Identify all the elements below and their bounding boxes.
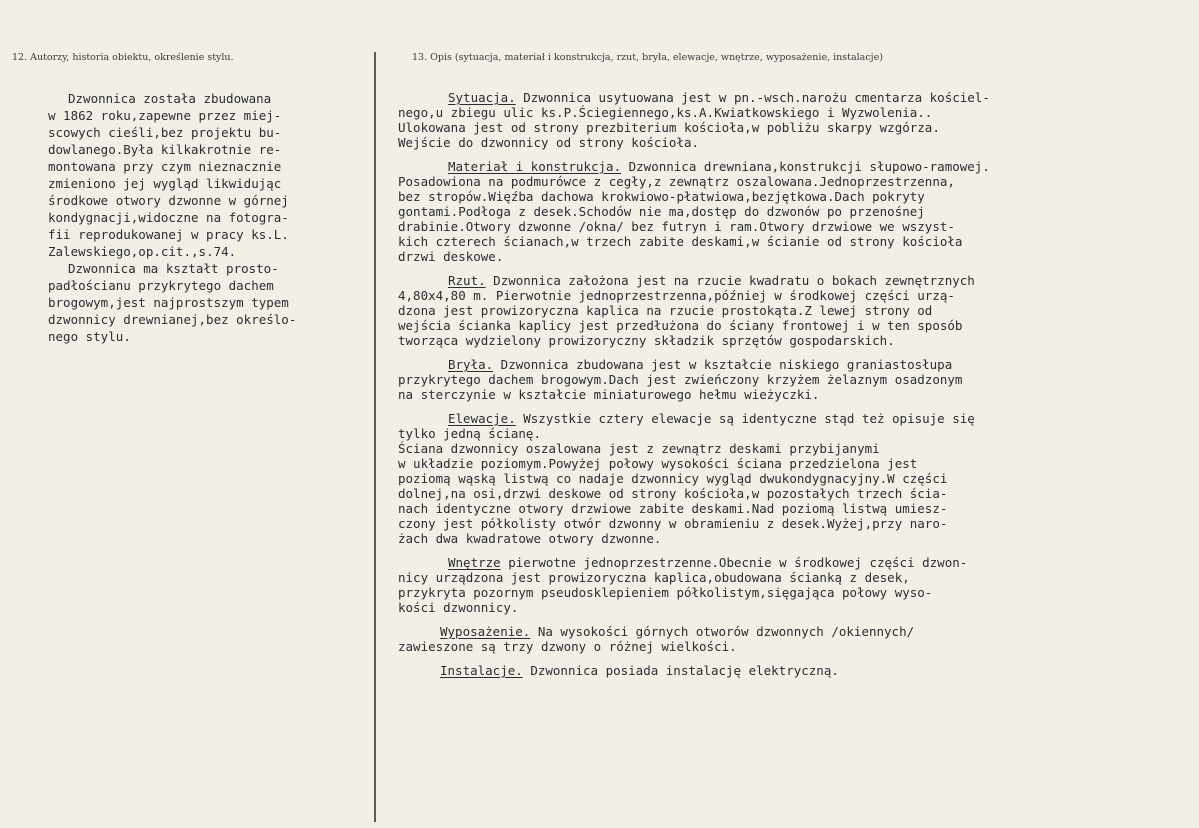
section-line: zawieszone są trzy dzwony o różnej wielkości. xyxy=(398,639,737,654)
history-line: Dzwonnica ma kształt prosto- xyxy=(68,261,279,276)
section-sytuacja xyxy=(398,90,1188,150)
section-first-line xyxy=(398,90,1188,105)
section-text: Na wysokości górnych otworów dzwonnych /okiennych/ xyxy=(530,624,915,639)
section-wyposażenie xyxy=(398,624,1188,654)
history-line: Zalewskiego,op.cit.,s.74. xyxy=(48,244,237,259)
section-first-line xyxy=(398,555,1188,570)
section-bryła xyxy=(398,357,1188,402)
section-text: Dzwonnica założona jest na rzucie kwadratu o bokach zewnętrznych xyxy=(485,273,975,288)
history-line: kondygnacji,widoczne na fotogra- xyxy=(48,210,289,225)
section-line: nicy urządzona jest prowizoryczna kaplica,obudowana ścianką z desek, xyxy=(398,570,910,585)
history-line: dowlanego.Była kilkakrotnie re- xyxy=(48,142,282,157)
section-line: Ściana dzwonnicy oszalowana jest z zewnątrz deskami przybijanymi xyxy=(398,441,880,456)
section-line: Posadowiona na podmurówce z cegły,z zewnątrz oszalowana.Jednoprzestrzenna, xyxy=(398,174,955,189)
section-text: Wszystkie cztery elewacje są identyczne stąd też opisuje się xyxy=(515,411,975,426)
section-line: żach dwa kwadratowe otwory dzwonne. xyxy=(398,531,662,546)
left-column-header: 12. Autorzy, historia obiektu, określenie stylu. xyxy=(12,52,234,63)
column-divider xyxy=(374,52,376,822)
section-line: Ulokowana jest od strony prezbiterium kościoła,w pobliżu skarpy wzgórza. xyxy=(398,120,940,135)
section-elewacje xyxy=(398,411,1188,546)
section-line: dzona jest prowizoryczna kaplica na rzucie prostokąta.Z lewej strony od xyxy=(398,303,933,318)
history-line: scowych cieśli,bez projektu bu- xyxy=(48,125,282,140)
section-heading: Wnętrze xyxy=(448,555,501,570)
history-line: dzwonnicy drewnianej,bez określo- xyxy=(48,312,297,327)
history-line: fii reprodukowanej w pracy ks.L. xyxy=(48,227,289,242)
section-line: dolnej,na osi,drzwi deskowe od strony kościoła,w pozostałych trzech ścia- xyxy=(398,486,948,501)
section-heading: Materiał i konstrukcja. xyxy=(448,159,622,174)
section-line: bez stropów.Więźba dachowa krokwiowo-płatwiowa,bezjętkowa.Dach pokryty xyxy=(398,189,925,204)
section-rzut xyxy=(398,273,1188,348)
section-line: kich czterech ścianach,w trzech zabite deskami,w ścianie od strony kościoła xyxy=(398,234,963,249)
section-first-line xyxy=(398,273,1188,288)
history-line: w 1862 roku,zapewne przez miej- xyxy=(48,108,282,123)
section-heading: Bryła. xyxy=(448,357,494,372)
description-column xyxy=(398,90,1188,687)
section-line: wejścia ścianka kaplicy jest przedłużona do ściany frontowej i w ten sposób xyxy=(398,318,963,333)
history-line: nego stylu. xyxy=(48,329,131,344)
section-line: tylko jedną ścianę. xyxy=(398,426,541,441)
history-line: środkowe otwory dzwonne w górnej xyxy=(48,193,289,208)
right-column-header: 13. Opis (sytuacja, materiał i konstrukcja, rzut, bryła, elewacje, wnętrze, wyposażenie, instalacje) xyxy=(412,52,883,63)
section-line: na sterczynie w kształcie miniaturowego hełmu wieżyczki. xyxy=(398,387,820,402)
section-line: Wejście do dzwonnicy od strony kościoła. xyxy=(398,135,700,150)
section-line: drzwi deskowe. xyxy=(398,249,504,264)
section-first-line xyxy=(398,663,1188,678)
section-line: kości dzwonnicy. xyxy=(398,600,519,615)
history-line: padłościanu przykrytego dachem xyxy=(48,278,274,293)
section-text: Dzwonnica posiada instalację elektryczną. xyxy=(522,663,839,678)
section-line: tworząca wydzielony prowizoryczny składzik sprzętów gospodarskich. xyxy=(398,333,895,348)
section-first-line xyxy=(398,624,1188,639)
section-line: poziomą wąską listwą co nadaje dzwonnicy wygląd dwukondygnacyjny.W części xyxy=(398,471,948,486)
section-text: Dzwonnica usytuowana jest w pn.-wsch.narożu cmentarza kościel- xyxy=(515,90,990,105)
history-line: montowana przy czym nieznacznie xyxy=(48,159,282,174)
section-heading: Elewacje. xyxy=(448,411,516,426)
section-heading: Wyposażenie. xyxy=(440,624,531,639)
section-text: Dzwonnica drewniana,konstrukcji słupowo-ramowej. xyxy=(621,159,990,174)
section-heading: Sytuacja. xyxy=(448,90,516,105)
history-column xyxy=(48,90,373,345)
section-line: przykryta pozornym pseudosklepieniem półkolistym,sięgająca połowy wyso- xyxy=(398,585,933,600)
section-first-line xyxy=(398,411,1188,426)
section-line: gontami.Podłoga z desek.Schodów nie ma,dostęp do dzwonów po przenośnej xyxy=(398,204,925,219)
history-line: zmieniono jej wygląd likwidując xyxy=(48,176,282,191)
section-line: przykrytego dachem brogowym.Dach jest zwieńczony krzyżem żelaznym osadzonym xyxy=(398,372,963,387)
section-first-line xyxy=(398,357,1188,372)
section-first-line xyxy=(398,159,1188,174)
section-line: 4,80x4,80 m. Pierwotnie jednoprzestrzenna,później w środkowej części urzą- xyxy=(398,288,955,303)
section-heading: Rzut. xyxy=(448,273,486,288)
section-line: w układzie poziomym.Powyżej połowy wysokości ściana przedzielona jest xyxy=(398,456,918,471)
section-text: Dzwonnica zbudowana jest w kształcie niskiego graniastosłupa xyxy=(493,357,953,372)
section-line: czony jest półkolisty otwór dzwonny w obramieniu z desek.Wyżej,przy naro- xyxy=(398,516,948,531)
section-materiał-i-konstrukcja xyxy=(398,159,1188,264)
section-line: drabinie.Otwory dzwonne /okna/ bez futryn i ram.Otwory drzwiowe we wszyst- xyxy=(398,219,955,234)
section-text: pierwotne jednoprzestrzenne.Obecnie w środkowej części dzwon- xyxy=(500,555,968,570)
section-wnętrze xyxy=(398,555,1188,615)
section-heading: Instalacje. xyxy=(440,663,523,678)
section-line: nego,u zbiegu ulic ks.P.Ściegiennego,ks.A.Kwiatkowskiego i Wyzwolenia.. xyxy=(398,105,933,120)
section-instalacje xyxy=(398,663,1188,678)
section-line: nach identyczne otwory drzwiowe zabite deskami.Nad poziomą listwą umiesz- xyxy=(398,501,948,516)
history-line: Dzwonnica została zbudowana xyxy=(68,91,272,106)
history-line: brogowym,jest najprostszym typem xyxy=(48,295,289,310)
